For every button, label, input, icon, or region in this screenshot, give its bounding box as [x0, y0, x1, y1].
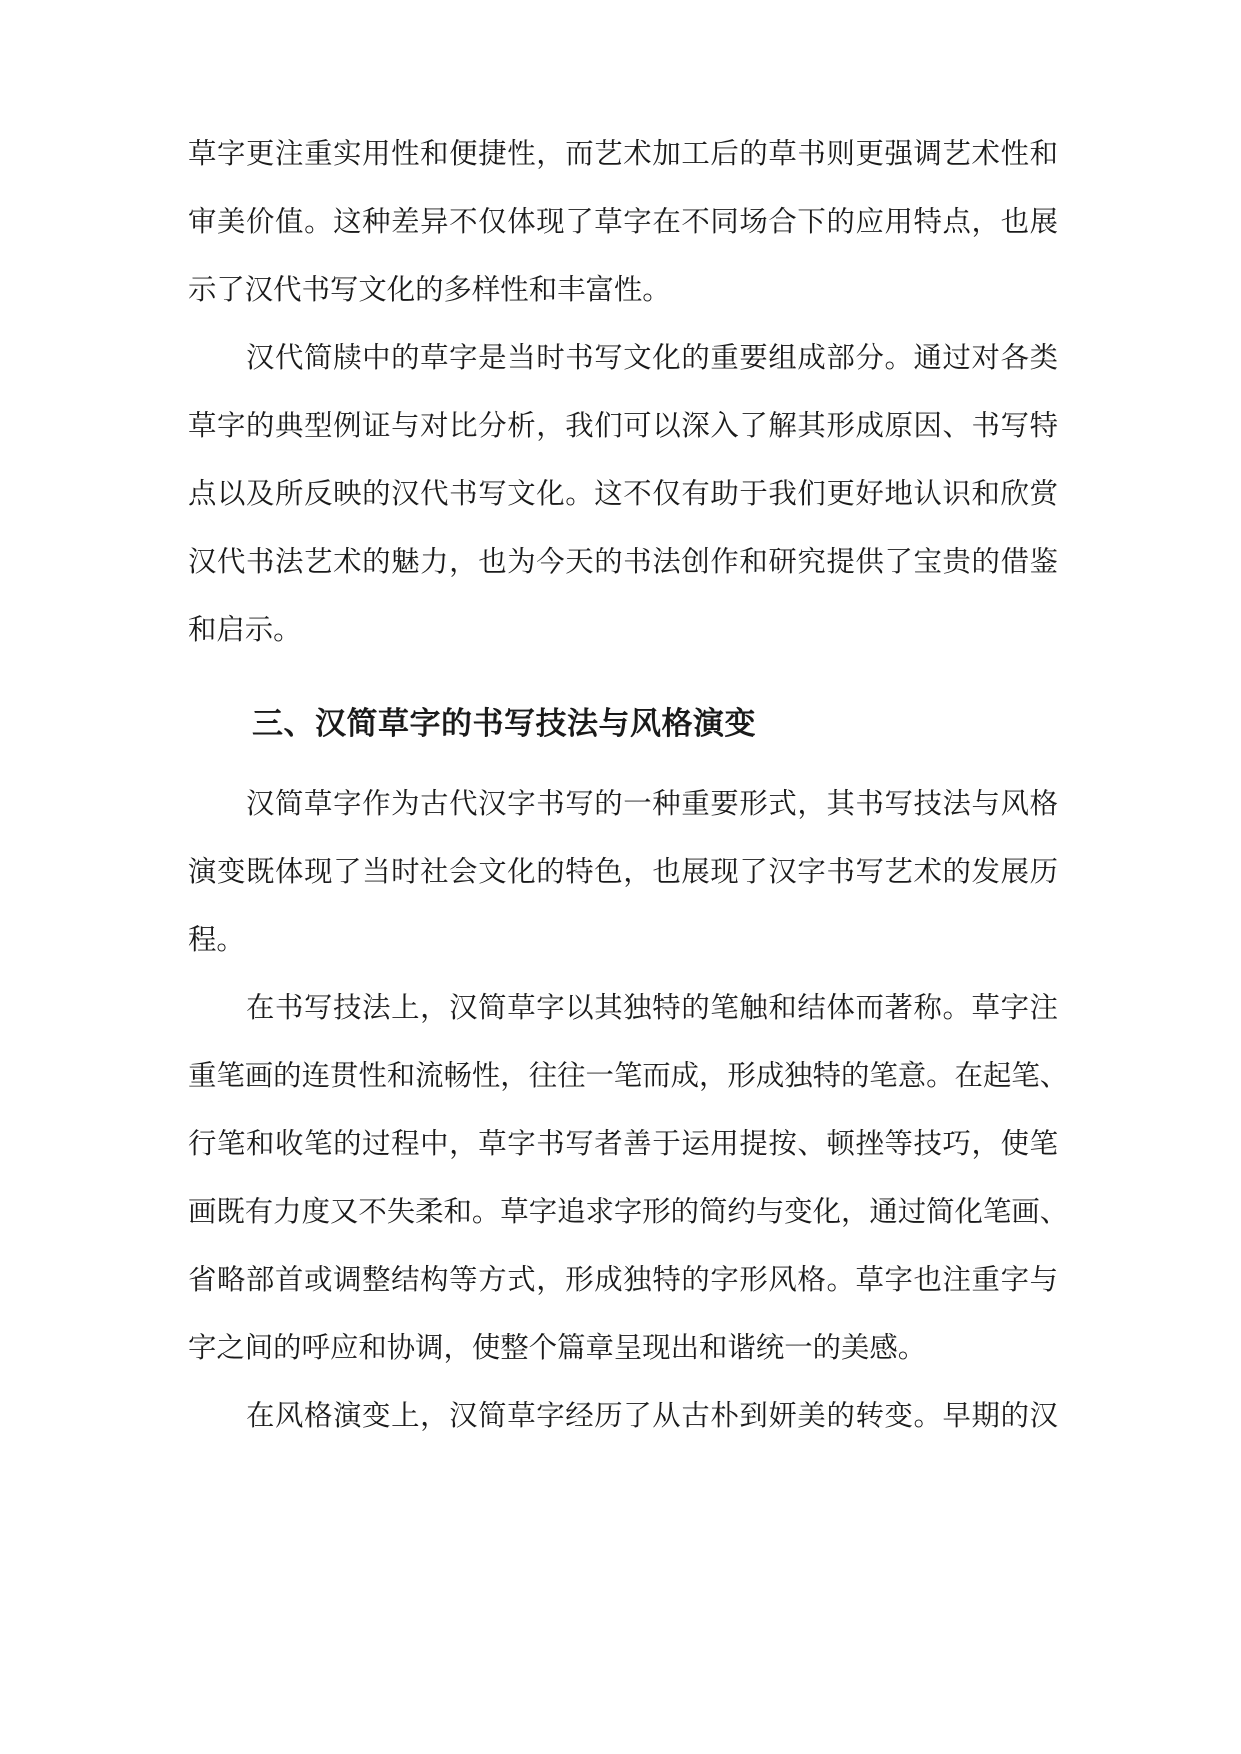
text-line: 画既有力度又不失柔和。草字追求字形的简约与变化，通过简化笔画、 — [188, 1195, 1069, 1228]
text-line: 重笔画的连贯性和流畅性，往往一笔而成，形成独特的笔意。在起笔、 — [188, 1059, 1069, 1092]
text-line: 省略部首或调整结构等方式，形成独特的字形风格。草字也注重字与 — [188, 1263, 1058, 1296]
text-line: 字之间的呼应和协调，使整个篇章呈现出和谐统一的美感。 — [188, 1331, 927, 1364]
text-line: 行笔和收笔的过程中，草字书写者善于运用提按、顿挫等技巧，使笔 — [188, 1127, 1058, 1160]
text-line: 和启示。 — [188, 613, 302, 646]
text-line: 审美价值。这种差异不仅体现了草字在不同场合下的应用特点，也展 — [188, 205, 1058, 238]
text-line: 演变既体现了当时社会文化的特色，也展现了汉字书写艺术的发展历 — [188, 855, 1058, 888]
text-line: 草字的典型例证与对比分析，我们可以深入了解其形成原因、书写特 — [188, 409, 1058, 442]
text-line: 汉简草字作为古代汉字书写的一种重要形式，其书写技法与风格 — [246, 787, 1058, 820]
text-line: 示了汉代书写文化的多样性和丰富性。 — [188, 273, 671, 306]
text-line: 汉代简牍中的草字是当时书写文化的重要组成部分。通过对各类 — [246, 341, 1058, 374]
section-heading: 三、汉简草字的书写技法与风格演变 — [252, 706, 756, 742]
text-line: 汉代书法艺术的魅力，也为今天的书法创作和研究提供了宝贵的借鉴 — [188, 545, 1058, 578]
text-line: 在书写技法上，汉简草字以其独特的笔触和结体而著称。草字注 — [246, 991, 1058, 1024]
text-line: 在风格演变上，汉简草字经历了从古朴到妍美的转变。早期的汉 — [246, 1399, 1058, 1432]
text-line: 草字更注重实用性和便捷性，而艺术加工后的草书则更强调艺术性和 — [188, 137, 1058, 170]
text-line: 程。 — [188, 923, 245, 956]
text-line: 点以及所反映的汉代书写文化。这不仅有助于我们更好地认识和欣赏 — [188, 477, 1058, 510]
